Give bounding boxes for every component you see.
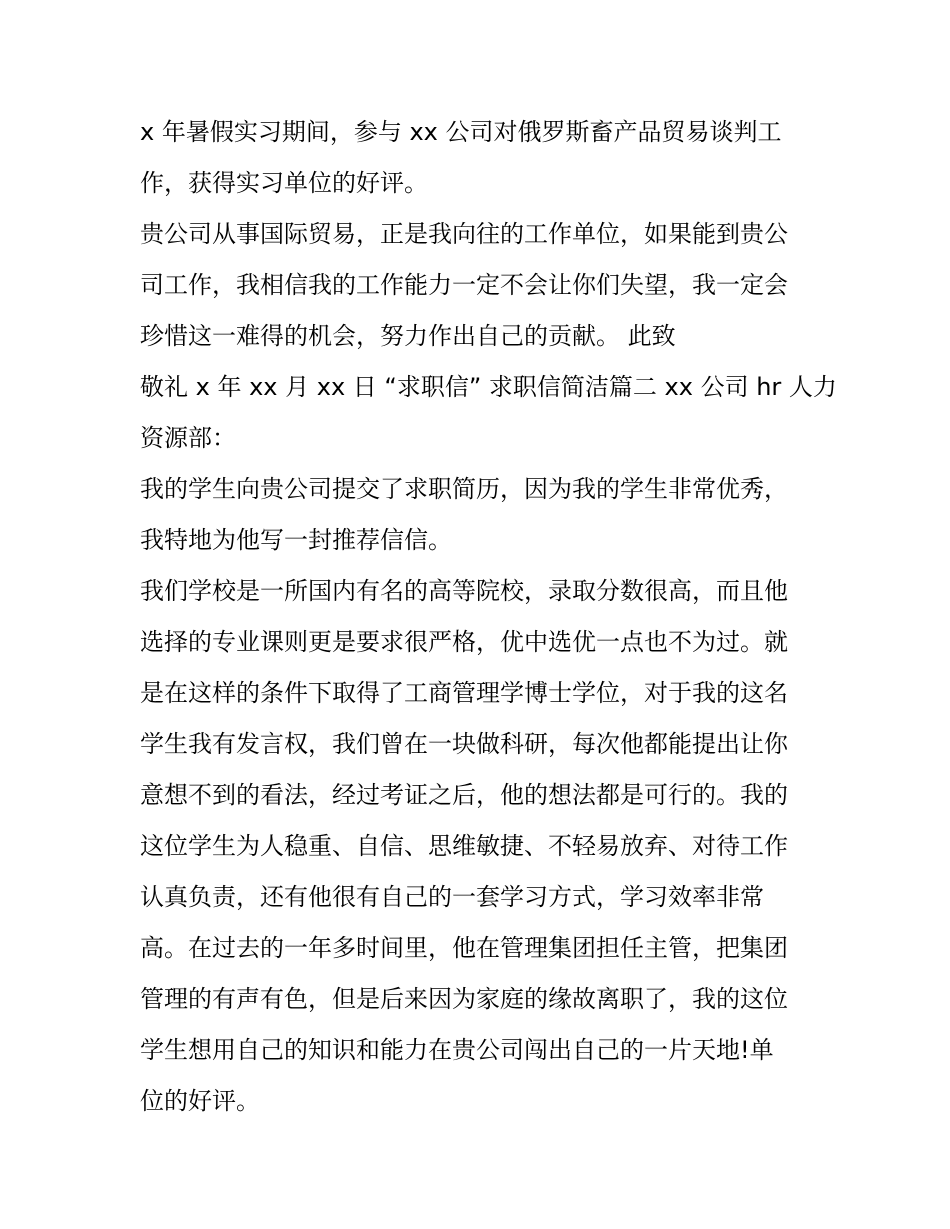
text-line: 学生想用自己的知识和能力在贵公司闯出自己的一片天地!单	[140, 1036, 774, 1064]
paragraph-closing-and-heading	[140, 368, 837, 457]
text-line: 位的好评。	[140, 1087, 260, 1115]
paragraph-company-interest	[140, 215, 830, 355]
text-line: 我们学校是一所国内有名的高等院校，录取分数很高，而且他	[140, 577, 788, 605]
text-line: 贵公司从事国际贸易，正是我向往的工作单位，如果能到贵公	[140, 220, 788, 248]
text-line: 管理的有声有色，但是后来因为家庭的缘故离职了，我的这位	[140, 985, 788, 1013]
paragraph-student-description	[140, 572, 830, 1120]
text-line: 是在这样的条件下取得了工商管理学博士学位，对于我的这名	[140, 679, 788, 707]
text-line: 司工作，我相信我的工作能力一定不会让你们失望，我一定会	[140, 271, 788, 299]
text-line: 选择的专业课则更是要求很严格，优中选优一点也不为过。就	[140, 628, 788, 656]
text-line: 高。在过去的一年多时间里，他在管理集团担任主管，把集团	[140, 934, 788, 962]
text-line: 资源部：	[140, 424, 236, 452]
text-line: 作，获得实习单位的好评。	[140, 169, 428, 197]
text-line: 敬礼 x 年 xx 月 xx 日 “求职信” 求职信简洁篇二 xx 公司 hr 人力	[140, 373, 837, 401]
text-line: 我的学生向贵公司提交了求职简历，因为我的学生非常优秀，	[140, 475, 788, 503]
text-line: 这位学生为人稳重、自信、思维敏捷、不轻易放弃、对待工作	[140, 832, 788, 860]
text-line: 认真负责，还有他很有自己的一套学习方式，学习效率非常	[140, 883, 764, 911]
text-line: 我特地为他写一封推荐信信。	[140, 526, 452, 554]
text-line: x 年暑假实习期间，参与 xx 公司对俄罗斯畜产品贸易谈判工	[140, 118, 782, 146]
paragraph-recommendation-intro	[140, 470, 830, 559]
text-line: 学生我有发言权，我们曾在一块做科研，每次他都能提出让你	[140, 730, 788, 758]
document-body	[140, 113, 837, 1133]
text-line: 意想不到的看法，经过考证之后，他的想法都是可行的。我的	[140, 781, 788, 809]
paragraph-internship	[140, 113, 830, 202]
text-line: 珍惜这一难得的机会，努力作出自己的贡献。 此致	[140, 322, 676, 350]
